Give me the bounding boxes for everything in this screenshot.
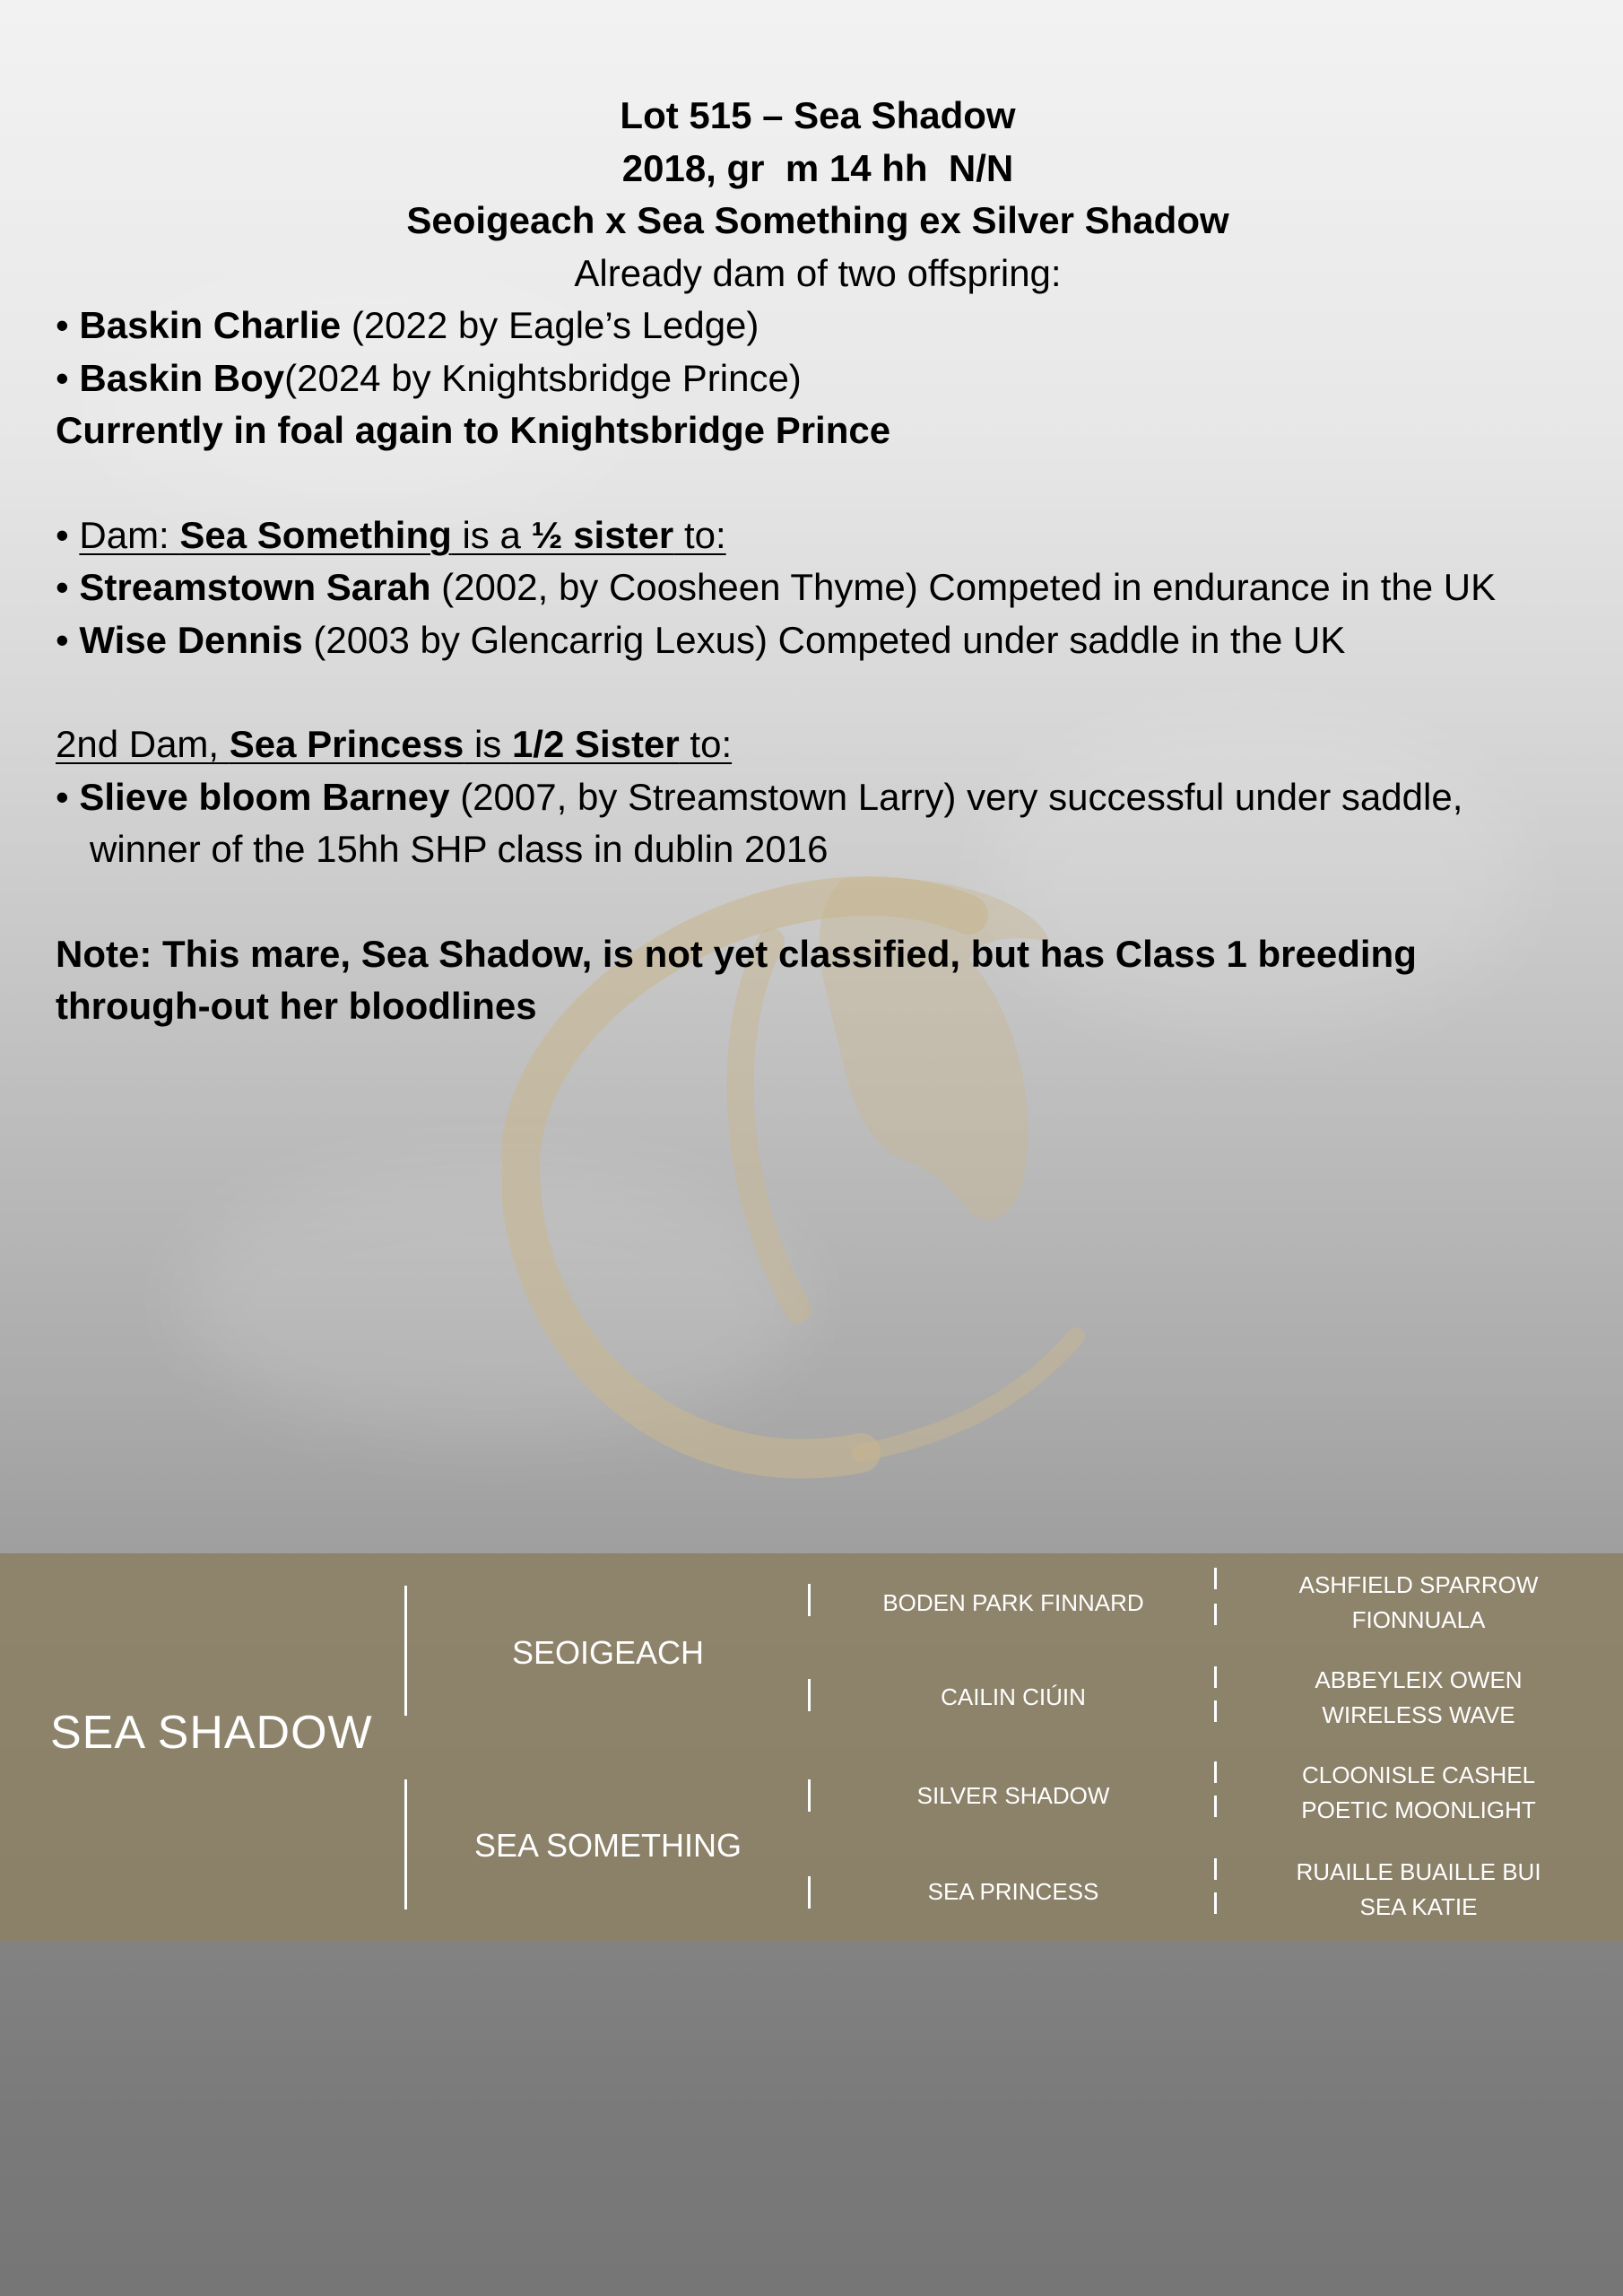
list-item: • Streamstown Sarah (2002, by Coosheen Thyme) Competed in endurance in the UK bbox=[56, 566, 1497, 608]
divider bbox=[808, 1876, 811, 1909]
pedigree-sire: SEOIGEACH bbox=[511, 1634, 705, 1671]
lot-details: 2018, gr m 14 hh N/N bbox=[621, 146, 1014, 189]
list-item: • Baskin Charlie (2022 by Eagle’s Ledge) bbox=[56, 304, 759, 346]
classification-note: Note: This mare, Sea Shadow, is not yet classified, but has Class 1 breeding through-out her bloodlines bbox=[56, 932, 1417, 1027]
pedigree-g3-entry: RUAILLE BUAILLE BUI SEA KATIE bbox=[1296, 1858, 1541, 1920]
pedigree-sire-sire: BODEN PARK FINNARD bbox=[882, 1589, 1144, 1616]
pedigree-g3-entry: ABBEYLEIX OWEN WIRELESS WAVE bbox=[1315, 1666, 1523, 1728]
list-item: • Slieve bloom Barney (2007, by Streamstown Larry) very successful under saddle, winner of the 15hh SHP class in dublin 2016 bbox=[56, 775, 1463, 870]
divider bbox=[808, 1584, 811, 1616]
pedigree-g3-entry: ASHFIELD SPARROW FIONNUALA bbox=[1298, 1571, 1539, 1633]
lot-title: Lot 515 – Sea Shadow bbox=[620, 94, 1016, 136]
lot-breeding: Seoigeach x Sea Something ex Silver Shadow bbox=[406, 199, 1229, 241]
pedigree-chart bbox=[0, 1553, 1623, 1941]
pedigree-dam-sire: SILVER SHADOW bbox=[916, 1782, 1110, 1809]
divider bbox=[808, 1679, 811, 1711]
second-dam-heading: 2nd Dam, Sea Princess is 1/2 Sister to: bbox=[56, 723, 733, 765]
list-item: • Wise Dennis (2003 by Glencarrig Lexus) Competed under saddle in the UK bbox=[56, 618, 1346, 661]
offspring-intro: Already dam of two offspring: bbox=[574, 251, 1062, 294]
pedigree-sire-dam: CAILIN CIÚIN bbox=[941, 1683, 1086, 1710]
pedigree-horse-name: SEA SHADOW bbox=[50, 1707, 373, 1759]
lot-description bbox=[56, 90, 1580, 1033]
pedigree-dam: SEA SOMETHING bbox=[473, 1827, 742, 1864]
divider bbox=[808, 1779, 811, 1812]
list-item: • Baskin Boy(2024 by Knightsbridge Prince) bbox=[56, 356, 802, 399]
in-foal-note: Currently in foal again to Knightsbridge Prince bbox=[56, 409, 891, 451]
pedigree-g3-entry: CLOONISLE CASHEL POETIC MOONLIGHT bbox=[1301, 1761, 1536, 1823]
dam-heading: • Dam: Sea Something is a ½ sister to: bbox=[56, 513, 726, 556]
pedigree-dam-dam: SEA PRINCESS bbox=[927, 1878, 1099, 1905]
